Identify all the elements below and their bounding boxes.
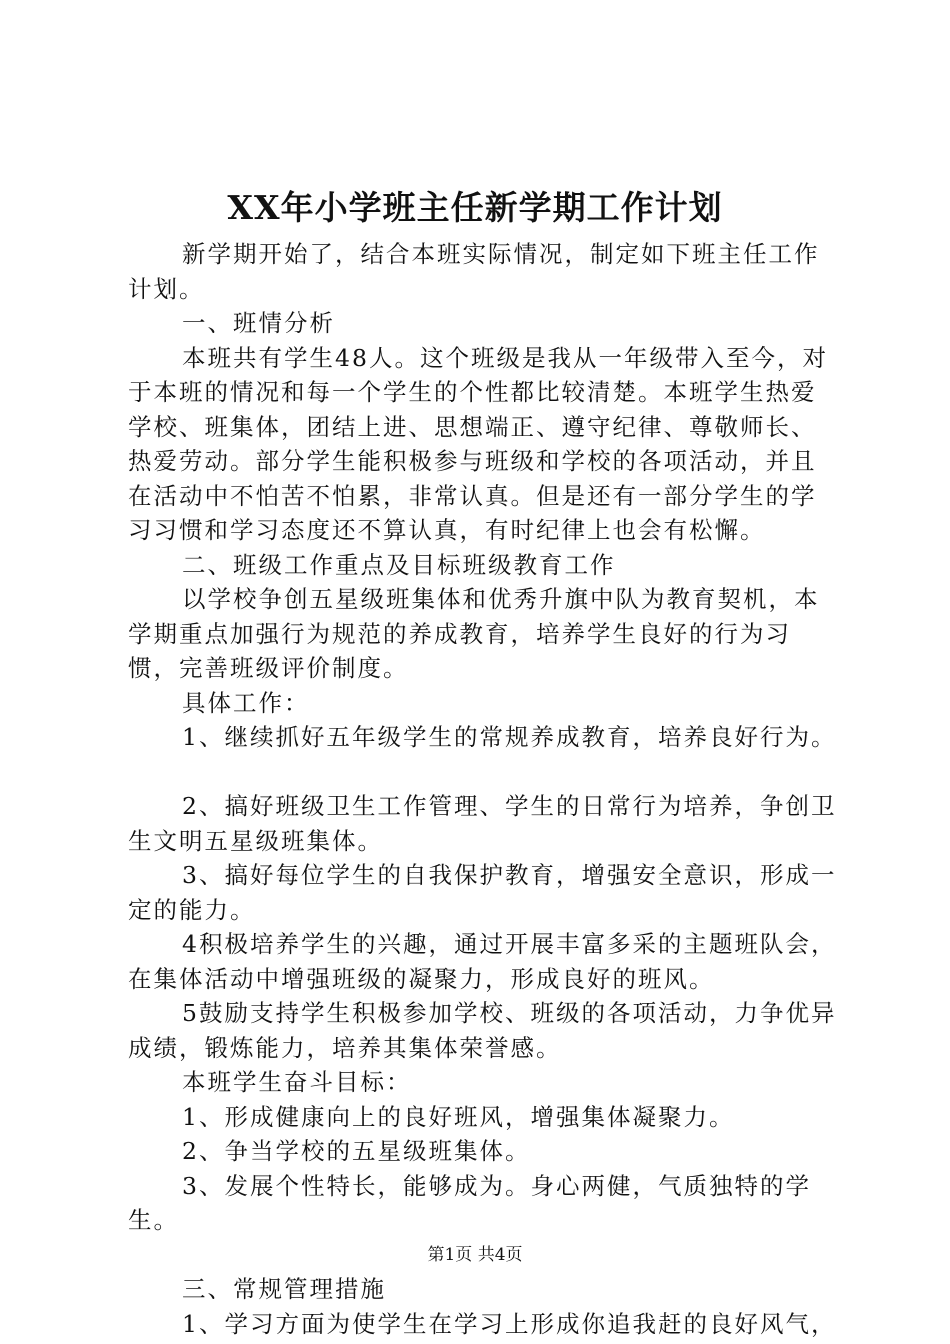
paragraph-work-focus: 以学校争创五星级班集体和优秀升旗中队为教育契机，本学期重点加强行为规范的养成教育，培养学生良好的行为习惯，完善班级评价制度。: [128, 585, 820, 682]
paragraph-intro: 新学期开始了，结合本班实际情况，制定如下班主任工作计划。: [128, 240, 820, 303]
page-footer: 第1页 共4页: [427, 1245, 523, 1265]
list-item-work-5: 5鼓励支持学生积极参加学校、班级的各项活动，力争优异成绩，锻炼能力，培养其集体荣誉感。: [128, 999, 837, 1062]
heading-specific-work: 具体工作：: [182, 688, 310, 717]
list-item-work-1: 1、继续抓好五年级学生的常规养成教育，培养良好行为。: [182, 723, 837, 751]
list-item-work-2: 2、搞好班级卫生工作管理、学生的日常行为培养，争创卫生文明五星级班集体。: [128, 792, 837, 855]
document-body: [128, 237, 840, 1341]
list-item-routine-1: 1、学习方面为使学生在学习上形成你追我赶的良好风气，: [182, 1309, 837, 1338]
heading-class-analysis: 一、班情分析: [182, 309, 336, 337]
list-item-goal-2: 2、争当学校的五星级班集体。: [182, 1137, 531, 1165]
heading-work-focus: 二、班级工作重点及目标班级教育工作: [182, 550, 616, 579]
list-item-goal-1: 1、形成健康向上的良好班风，增强集体凝聚力。: [182, 1102, 735, 1131]
list-item-work-3: 3、搞好每位学生的自我保护教育，增强安全意识，形成一定的能力。: [128, 861, 837, 924]
list-item-goal-3: 3、发展个性特长，能够成为。身心两健，气质独特的学生。: [128, 1171, 811, 1234]
paragraph-class-analysis: 本班共有学生48人。这个班级是我从一年级带入至今，对于本班的情况和每一个学生的个性都比较清楚。本班学生热爱学校、班集体，团结上进、思想端正、遵守纪律、尊敬师长、热爱劳动。部分学生能积极参与班级和学校的各项活动，并且在活动中不怕苦不怕累，非常认真。但是还有一部分学生的学习习惯和学习态度还不算认真，有时纪律上也会有松懈。: [128, 343, 828, 544]
heading-routine-management: 三、常规管理措施: [182, 1275, 387, 1303]
document-title: XX年小学班主任新学期工作计划: [227, 188, 723, 227]
list-item-work-4: 4积极培养学生的兴趣，通过开展丰富多采的主题班队会，在集体活动中增强班级的凝聚力，形成良好的班风。: [128, 930, 837, 993]
heading-goals: 本班学生奋斗目标：: [182, 1068, 412, 1096]
